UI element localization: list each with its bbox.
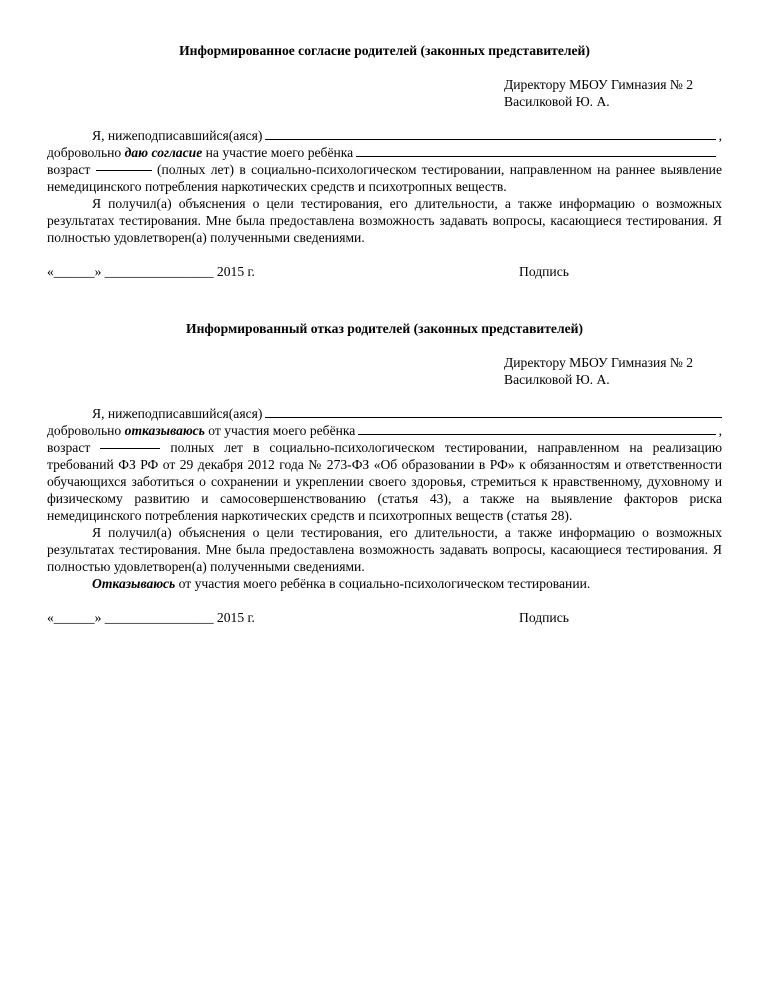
refusal-age-field[interactable] (100, 448, 160, 449)
refusal-addressee-line1: Директору МБОУ Гимназия № 2 (504, 355, 694, 370)
refusal-final-text: от участия моего ребёнка в социально-психологическом тестировании. (178, 576, 591, 591)
refusal-name-label: Я, нижеподписавшийся(аяся) (92, 406, 263, 421)
consent-section (47, 42, 722, 280)
consent-age-text: (полных лет) в социально-психологическом тестировании, направленном на раннее выявление немедицинского потребления наркотических средств и психотропных веществ. (47, 162, 722, 194)
refusal-child-label: от участия моего ребёнка (208, 423, 356, 438)
refusal-date-line: «______» ________________ 2015 г. (47, 610, 255, 625)
consent-age-paragraph (47, 161, 722, 195)
consent-name-line (47, 127, 722, 144)
consent-date-line: «______» ________________ 2015 г. (47, 264, 255, 279)
refusal-signature-label: Подпись (519, 610, 569, 625)
consent-name-label: Я, нижеподписавшийся(аяся) (92, 128, 263, 143)
consent-child-field[interactable] (356, 144, 716, 157)
consent-title: Информированное согласие родителей (законных представителей) (179, 43, 590, 58)
refusal-final-emphasis: Отказываюсь (92, 576, 176, 591)
consent-child-line (47, 144, 722, 161)
refusal-info-paragraph: Я получил(а) объяснения о цели тестирования, его длительности, а также информацию о возможных результатах тестирования. Мне была предоставлена возможность задавать вопросы, касающиеся тестирования. Я полностью удовлетворен(а) полученными сведениями. (47, 525, 722, 574)
consent-info-paragraph: Я получил(а) объяснения о цели тестирования, его длительности, а также информацию о возможных результатах тестирования. Мне была предоставлена возможность задавать вопросы, касающиеся тестирования. Я полностью удовлетворен(а) полученными сведениями. (47, 196, 722, 245)
consent-addressee-line1: Директору МБОУ Гимназия № 2 (504, 77, 694, 92)
refusal-child-line (47, 422, 722, 439)
refusal-final-paragraph (47, 575, 722, 592)
consent-emphasis: даю согласие (124, 145, 203, 160)
refusal-signature-row (47, 609, 722, 626)
refusal-emphasis: отказываюсь (124, 423, 205, 438)
refusal-voluntary-text: добровольно (47, 423, 122, 438)
refusal-title: Информированный отказ родителей (законных представителей) (186, 321, 583, 336)
refusal-name-field[interactable] (265, 405, 722, 418)
consent-voluntary-text: добровольно (47, 145, 122, 160)
refusal-addressee-line2: Василковой Ю. А. (504, 372, 610, 387)
consent-age-label: возраст (47, 162, 91, 177)
consent-name-comma: , (718, 128, 722, 143)
refusal-age-paragraph (47, 439, 722, 524)
refusal-section (47, 320, 722, 626)
refusal-age-text: полных лет в социально-психологическом тестировании, направленном на реализацию требований ФЗ РФ от 29 декабря 2012 года № 273-ФЗ «Об образовании в РФ» к обязанностям и ответственности обучающихся заботиться о сохранении и укреплении своего здоровья, стремиться к нравственному, духовному и физическому развитию и самосовершенствованию (статья 43), а также на выявление факторов риска немедицинского потребления наркотических средств и психотропных веществ (статья 28). (47, 440, 722, 523)
refusal-name-line (47, 405, 722, 422)
refusal-age-label: возраст (47, 440, 91, 455)
consent-age-field[interactable] (96, 170, 152, 171)
consent-addressee-line2: Василковой Ю. А. (504, 94, 610, 109)
consent-name-field[interactable] (265, 127, 715, 140)
consent-child-label: на участие моего ребёнка (205, 145, 354, 160)
consent-signature-label: Подпись (519, 264, 569, 279)
refusal-child-field[interactable] (358, 422, 715, 435)
refusal-child-comma: , (718, 423, 722, 438)
consent-signature-row (47, 263, 722, 280)
